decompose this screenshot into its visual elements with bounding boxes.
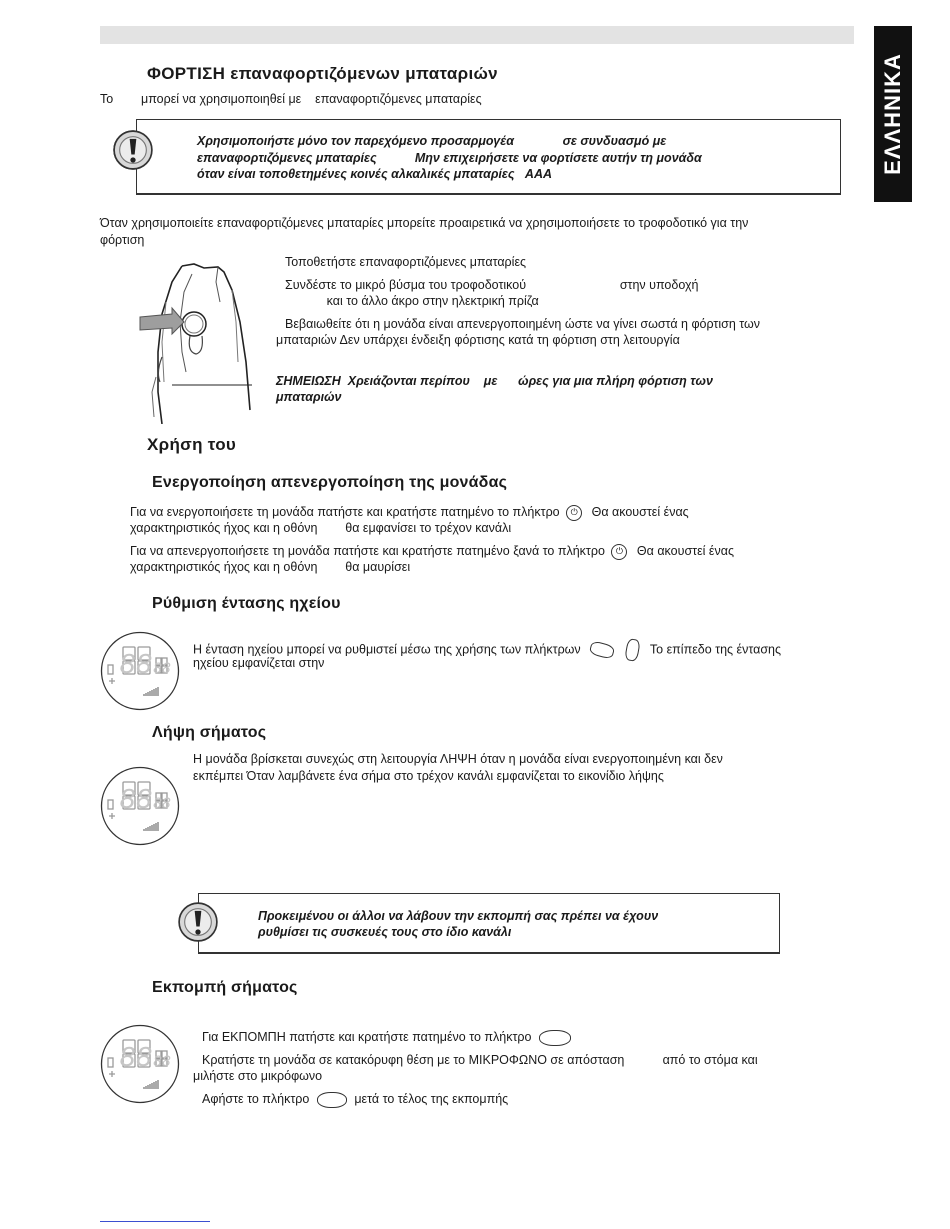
volume-up-button-icon [624, 638, 641, 662]
language-tab [874, 26, 912, 202]
volume-down-button-icon [589, 640, 616, 660]
power-button-icon: ⏻ [611, 544, 627, 560]
usage-title: Χρήση του [147, 435, 237, 454]
warning-line: όταν είναι τοποθετημένες κοινές αλκαλικές μπαταρίες AAA [197, 167, 553, 181]
lcd-digits: 88 [119, 785, 153, 815]
receive-title: Λήψη σήματος [152, 724, 267, 741]
transmit-step-2: Κρατήστε τη μονάδα σε κατακόρυφη θέση με το ΜΙΚΡΟΦΩΝΟ σε απόσταση από το στόμα και [202, 1053, 758, 1067]
footer-rule [100, 1221, 210, 1222]
transmit-step-2: μιλήστε στο μικρόφωνο [193, 1069, 323, 1083]
charging-note: ΣΗΜΕΙΩΣΗ Χρειάζονται περίπου με ώρες για μια πλήρη φόρτιση των [276, 374, 713, 388]
receive-text: εκπέμπει Όταν λαμβάνετε ένα σήμα στο τρέχον κανάλι εμφανίζεται το εικονίδιο λήψης [193, 769, 664, 783]
lcd-small-digits: 88 [153, 661, 171, 677]
charging-paragraph: Όταν χρησιμοποιείτε επαναφορτιζόμενες μπαταρίες μπορείτε προαιρετικά να χρησιμοποιήσετε το τροφοδοτικό για την [100, 216, 749, 230]
power-title: Ενεργοποίηση απενεργοποίηση της μονάδας [152, 474, 508, 491]
power-off-text: Για να απενεργοποιήσετε τη μονάδα πατήστε και κρατήστε πατημένο ξανά το πλήκτρο ⏻ Θα ακουστεί ένας [130, 544, 734, 558]
warning-line: Προκειμένου οι άλλοι να λάβουν την εκπομπή σας πρέπει να έχουν [258, 909, 659, 923]
lcd-digits: 88 [119, 1043, 153, 1073]
volume-title: Ρύθμιση έντασης ηχείου [152, 595, 341, 612]
warning-line: επαναφορτιζόμενες μπαταρίες Μην επιχειρήσετε να φορτίσετε αυτήν τη μονάδα [197, 151, 702, 165]
charging-step-3: Βεβαιωθείτε ότι η μονάδα είναι απενεργοποιημένη ώστε να γίνει σωστά η φόρτιση των [285, 317, 761, 331]
warning-icon [178, 902, 218, 942]
language-tab-label: ΕΛΛΗΝΙΚΑ [880, 53, 905, 175]
ptt-button-icon [539, 1030, 571, 1046]
power-on-text: χαρακτηριστικός ήχος και η οθόνη θα εμφανίσει το τρέχον κανάλι [130, 521, 512, 535]
charging-step-3: μπαταριών Δεν υπάρχει ένδειξη φόρτισης κατά τη φόρτιση στη λειτουργία [276, 333, 680, 347]
charging-step-2: Συνδέστε το μικρό βύσμα του τροφοδοτικού στην υποδοχή [285, 278, 699, 292]
transmit-step-3: Αφήστε το πλήκτρο μετά το τέλος της εκπομπής [202, 1092, 509, 1106]
header-bar [100, 26, 854, 44]
lcd-small-digits: 88 [153, 796, 171, 812]
power-button-icon: ⏻ [566, 505, 582, 521]
volume-text: Η ένταση ηχείου μπορεί να ρυθμιστεί μέσω της χρήσης των πλήκτρων Το επίπεδο της έντασης [193, 639, 781, 661]
power-off-text: χαρακτηριστικός ήχος και η οθόνη θα μαυρίσει [130, 560, 411, 574]
lcd-display-icon [100, 766, 180, 846]
warning-line: Χρησιμοποιήστε μόνο τον παρεχόμενο προσαρμογέα σε συνδυασμό με [197, 134, 667, 148]
charging-step-1: Τοποθετήστε επαναφορτιζόμενες μπαταρίες [285, 255, 527, 269]
receive-text: Η μονάδα βρίσκεται συνεχώς στη λειτουργία ΛΗΨΗ όταν η μονάδα είναι ενεργοποιημένη και δεν [193, 752, 723, 766]
charging-paragraph: φόρτιση [100, 233, 145, 247]
receive-warning-box [198, 893, 780, 954]
lcd-display-icon [100, 631, 180, 711]
transmit-title: Εκπομπή σήματος [152, 979, 298, 996]
warning-line: ρυθμίσει τις συσκευές τους στο ίδιο κανάλι [258, 925, 512, 939]
warning-icon [113, 130, 153, 170]
charging-step-2: και το άλλο άκρο στην ηλεκτρική πρίζα [285, 294, 539, 308]
charging-title: ΦΟΡΤΙΣΗ επαναφορτιζόμενων μπαταριών [147, 64, 498, 83]
lcd-small-digits: 88 [153, 1054, 171, 1070]
device-illustration [132, 262, 282, 424]
volume-text: ηχείου εμφανίζεται στην [193, 656, 325, 670]
transmit-step-1: Για ΕΚΠΟΜΠΗ πατήστε και κρατήστε πατημένο το πλήκτρο [202, 1029, 571, 1046]
lcd-display-icon [100, 1024, 180, 1104]
lcd-digits: 88 [119, 650, 153, 680]
charging-note: μπαταριών [276, 390, 342, 404]
power-on-text: Για να ενεργοποιήσετε τη μονάδα πατήστε και κρατήστε πατημένο το πλήκτρο ⏻ Θα ακουστεί ένας [130, 505, 689, 519]
ptt-button-icon [317, 1092, 347, 1108]
charging-intro: Το μπορεί να χρησιμοποιηθεί με επαναφορτιζόμενες μπαταρίες [100, 92, 482, 106]
charging-warning-box [136, 119, 841, 195]
